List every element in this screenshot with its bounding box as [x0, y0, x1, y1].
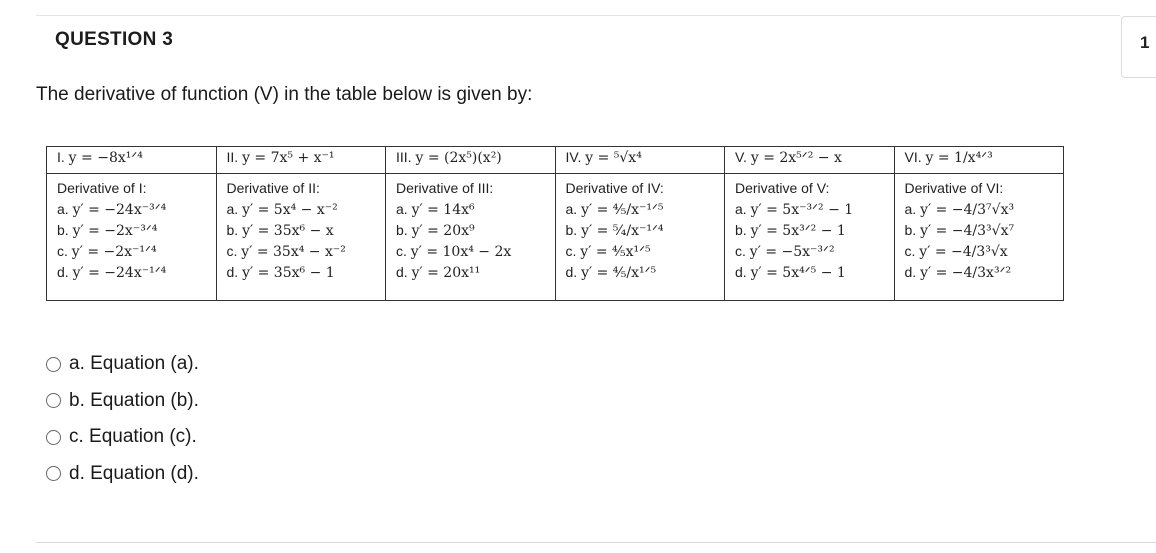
- derivative-heading: Derivative of III:: [396, 180, 494, 196]
- option-d: d. y′ = 5x⁴ᐟ⁵ − 1: [735, 264, 846, 281]
- derivative-cell-3: [386, 174, 556, 301]
- function-header-6: VI. y = 1/x⁴ᐟ³: [894, 147, 1064, 174]
- option-d: d. y′ = 35x⁶ − 1: [226, 264, 335, 281]
- option-b: b. y′ = −2x⁻³ᐟ⁴: [57, 222, 158, 239]
- derivative-heading: Derivative of IV:: [565, 180, 664, 196]
- derivative-heading: Derivative of II:: [226, 180, 320, 196]
- points-value: 1: [1140, 33, 1150, 52]
- option-a: a. y′ = ⁴⁄₅/x⁻¹ᐟ⁵: [565, 201, 664, 218]
- option-a: a. y′ = 5x⁴ − x⁻²: [226, 201, 338, 218]
- derivative-cell-1: [47, 174, 217, 301]
- choice-b[interactable]: [46, 383, 199, 420]
- derivative-heading: Derivative of I:: [57, 180, 147, 196]
- function-header-4: IV. y = ⁵√x⁴: [555, 147, 725, 174]
- choice-a[interactable]: [46, 346, 199, 383]
- points-badge: [1121, 16, 1156, 78]
- option-a: a. y′ = 5x⁻³ᐟ² − 1: [735, 201, 854, 218]
- function-header-1: I. y = −8x¹ᐟ⁴: [47, 147, 217, 174]
- option-d: d. y′ = 20x¹¹: [396, 264, 481, 281]
- derivative-heading: Derivative of VI:: [904, 180, 1004, 196]
- option-a: a. y′ = −4/3⁷√x³: [904, 201, 1015, 218]
- option-a: a. y′ = 14x⁶: [396, 201, 475, 218]
- option-d: d. y′ = ⁴⁄₅/x¹ᐟ⁵: [565, 264, 657, 281]
- choice-d[interactable]: [46, 456, 199, 493]
- function-header-5: V. y = 2x⁵ᐟ² − x: [725, 147, 895, 174]
- radio-button-icon[interactable]: [46, 430, 61, 445]
- answer-choices: [46, 346, 199, 492]
- derivative-cell-2: [216, 174, 386, 301]
- option-c: c. y′ = −2x⁻¹ᐟ⁴: [57, 243, 157, 260]
- radio-button-icon[interactable]: [46, 466, 61, 481]
- function-header-row: [47, 147, 1064, 174]
- radio-button-icon[interactable]: [46, 357, 61, 372]
- question-text: The derivative of function (V) in the table below is given by:: [36, 84, 533, 105]
- function-header-3: III. y = (2x⁵)(x²): [386, 147, 556, 174]
- option-b: b. y′ = 35x⁶ − x: [226, 222, 334, 239]
- option-d: d. y′ = −24x⁻¹ᐟ⁴: [57, 264, 167, 281]
- bottom-divider: [36, 542, 1156, 543]
- choice-b-label[interactable]: b. Equation (b).: [69, 389, 199, 411]
- choice-c[interactable]: [46, 419, 199, 456]
- option-c: c. y′ = 10x⁴ − 2x: [396, 243, 512, 260]
- option-c: c. y′ = −5x⁻³ᐟ²: [735, 243, 835, 260]
- choice-c-label[interactable]: c. Equation (c).: [69, 426, 197, 448]
- option-c: c. y′ = ⁴⁄₅x¹ᐟ⁵: [565, 243, 651, 260]
- radio-button-icon[interactable]: [46, 393, 61, 408]
- option-c: c. y′ = −4/3³√x: [904, 243, 1008, 260]
- option-b: b. y′ = −4/3³√x⁷: [904, 222, 1015, 239]
- function-header-2: II. y = 7x⁵ + x⁻¹: [216, 147, 386, 174]
- derivative-heading: Derivative of V:: [735, 180, 830, 196]
- derivative-options-row: [47, 174, 1064, 301]
- option-a: a. y′ = −24x⁻³ᐟ⁴: [57, 201, 167, 218]
- option-b: b. y′ = 20x⁹: [396, 222, 475, 239]
- derivative-table: [46, 146, 1064, 301]
- option-d: d. y′ = −4/3x³ᐟ²: [904, 264, 1012, 281]
- derivative-cell-4: [555, 174, 725, 301]
- choice-d-label[interactable]: d. Equation (d).: [69, 462, 199, 484]
- option-c: c. y′ = 35x⁴ − x⁻²: [226, 243, 346, 260]
- derivative-cell-5: [725, 174, 895, 301]
- derivative-cell-6: [894, 174, 1064, 301]
- option-b: b. y′ = 5x³ᐟ² − 1: [735, 222, 846, 239]
- top-divider: [36, 15, 1120, 16]
- question-title: QUESTION 3: [55, 29, 174, 50]
- option-b: b. y′ = ⁵⁄₄/x⁻¹ᐟ⁴: [565, 222, 664, 239]
- choice-a-label[interactable]: a. Equation (a).: [69, 353, 199, 375]
